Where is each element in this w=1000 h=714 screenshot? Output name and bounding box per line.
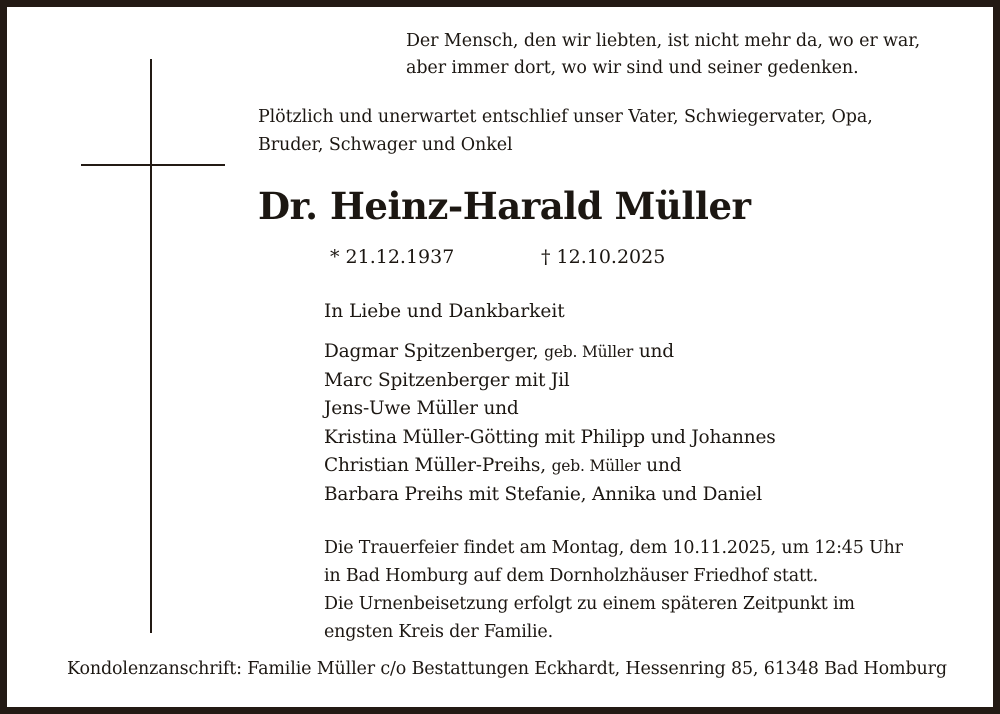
family-conjunction: und [646, 455, 682, 476]
family-row [324, 452, 776, 481]
family-member-name: Christian Müller-Preihs, [324, 455, 546, 476]
service-line: in Bad Homburg auf dem Dornholzhäuser Friedhof statt. [324, 566, 818, 586]
motto-quote [406, 28, 920, 82]
family-row: Barbara Preihs mit Stefanie, Annika und Daniel [324, 483, 762, 505]
family-member-name: Dagmar Spitzenberger, [324, 341, 539, 362]
service-line: Die Urnenbeisetzung erfolgt zu einem späteren Zeitpunkt im [324, 594, 855, 614]
cross-icon-vertical-bar [150, 59, 152, 633]
intro-line: Bruder, Schwager und Onkel [258, 135, 513, 155]
intro-line: Plötzlich und unerwartet entschlief unser Vater, Schwiegervater, Opa, [258, 107, 873, 127]
dedication: In Liebe und Dankbarkeit [324, 301, 565, 322]
service-line: Die Trauerfeier findet am Montag, dem 10.11.2025, um 12:45 Uhr [324, 538, 903, 558]
motto-line: aber immer dort, wo wir sind und seiner gedenken. [406, 58, 859, 78]
family-member-note: geb. Müller [544, 343, 634, 361]
family-row: Jens-Uwe Müller und [324, 398, 519, 419]
deceased-name: Dr. Heinz-Harald Müller [258, 184, 751, 228]
family-row [324, 338, 776, 367]
intro-text [258, 103, 873, 159]
condolence-address: Kondolenzanschrift: Familie Müller c/o Bestattungen Eckhardt, Hessenring 85, 61348 Bad Homburg [67, 659, 947, 679]
cross-icon-horizontal-bar [81, 164, 225, 166]
family-conjunction: und [638, 341, 674, 362]
service-line: engsten Kreis der Familie. [324, 622, 553, 642]
death-date: † 12.10.2025 [541, 246, 666, 268]
family-row: Kristina Müller-Götting mit Philipp und Johannes [324, 426, 776, 448]
family-row: Marc Spitzenberger mit Jil [324, 369, 570, 391]
motto-line: Der Mensch, den wir liebten, ist nicht mehr da, wo er war, [406, 31, 921, 51]
service-info [324, 534, 903, 646]
family-list [324, 338, 776, 509]
family-member-note: geb. Müller [551, 457, 641, 475]
birth-date: * 21.12.1937 [330, 246, 455, 268]
